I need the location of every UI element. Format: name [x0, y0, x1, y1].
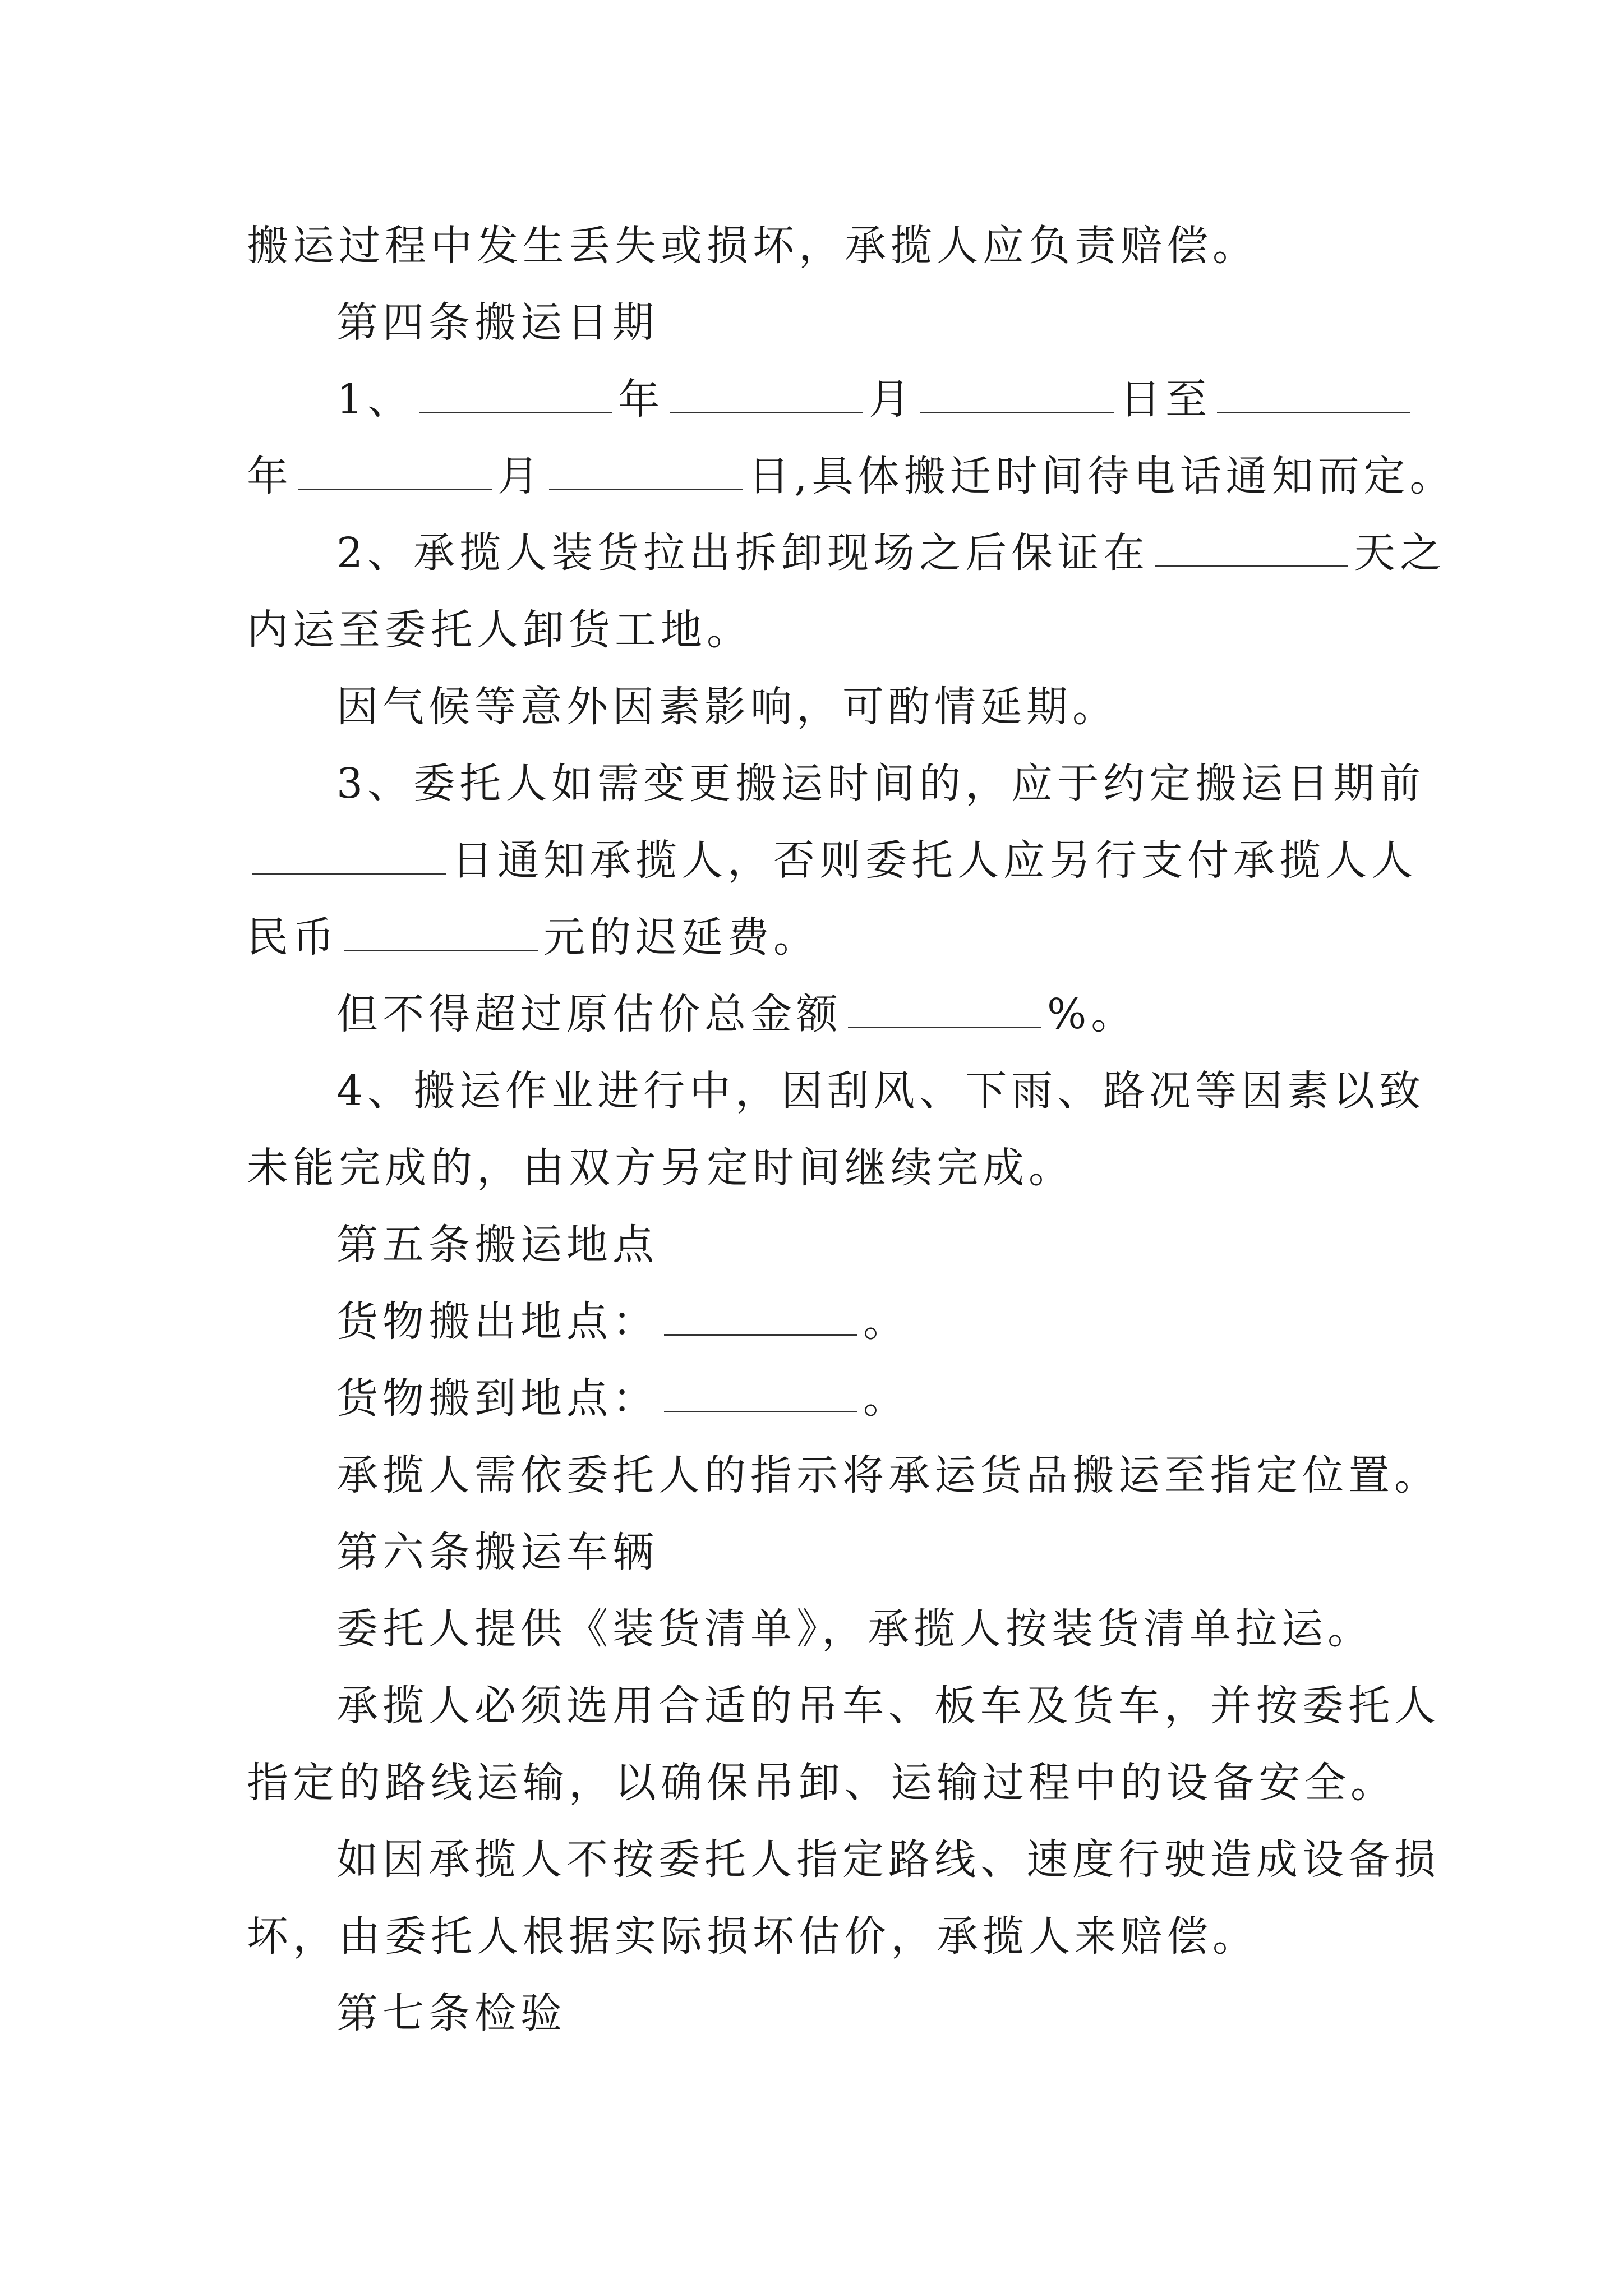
text-line	[247, 361, 1413, 438]
text-line: 第六条搬运车辆	[336, 1528, 658, 1576]
text-line: 搬运过程中发生丢失或损坏，承揽人应负责赔偿。	[247, 222, 1258, 270]
text-segment: 货物搬到地点：	[336, 1374, 658, 1423]
text-segment: 货物搬出地点：	[336, 1297, 658, 1346]
text-line: 委托人提供《装货清单》，承揽人按装货清单拉运。	[336, 1605, 1373, 1653]
text-segment: 年	[247, 452, 293, 500]
text-line: 内运至委托人卸货工地。	[247, 606, 753, 654]
document-lines	[247, 208, 1456, 2052]
text-line	[247, 899, 1413, 976]
fill-in-blank[interactable]	[344, 916, 538, 951]
text-line: 3、委托人如需变更搬运时间的，应于约定搬运日期前	[336, 760, 1426, 808]
text-segment: 月	[497, 452, 543, 500]
text-line: 因气候等意外因素影响，可酌情延期。	[336, 683, 1118, 731]
document-body	[247, 208, 1456, 2052]
text-line	[247, 515, 1446, 592]
text-line: 未能完成的，由双方另定时间继续完成。	[247, 1144, 1075, 1192]
text-line	[247, 1283, 1413, 1360]
text-line: 坏，由委托人根据实际损坏估价，承揽人来赔偿。	[247, 1912, 1258, 1961]
fill-in-blank[interactable]	[252, 839, 446, 875]
text-segment: 年	[618, 375, 665, 424]
text-segment: 。	[863, 1297, 909, 1346]
text-line: 第五条搬运地点	[336, 1221, 658, 1269]
text-segment: 1、	[336, 375, 414, 424]
text-segment: 但不得超过原估价总金额	[336, 990, 842, 1038]
fill-in-blank[interactable]	[419, 378, 612, 413]
text-line: 4、搬运作业进行中，因刮风、下雨、路况等因素以致	[336, 1067, 1426, 1115]
text-segment: 。	[863, 1374, 909, 1423]
text-line: 承揽人必须选用合适的吊车、板车及货车，并按委托人	[336, 1682, 1440, 1730]
fill-in-blank[interactable]	[664, 1300, 857, 1336]
fill-in-blank[interactable]	[1217, 378, 1410, 413]
text-segment: 2、承揽人装货拉出拆卸现场之后保证在	[336, 529, 1150, 577]
text-line: 指定的路线运输，以确保吊卸、运输过程中的设备安全。	[247, 1759, 1396, 1807]
text-line	[247, 438, 1456, 515]
text-line: 如因承揽人不按委托人指定路线、速度行驶造成设备损	[336, 1835, 1440, 1884]
text-line: 承揽人需依委托人的指示将承运货品搬运至指定位置。	[336, 1451, 1440, 1499]
fill-in-blank[interactable]	[549, 455, 743, 490]
text-line	[247, 822, 1417, 899]
text-segment: 元的迟延费。	[543, 913, 819, 961]
text-line: 第七条检验	[336, 1989, 566, 2037]
fill-in-blank[interactable]	[1155, 532, 1348, 567]
text-segment: 月	[869, 375, 915, 424]
text-segment: 天之	[1354, 529, 1446, 577]
fill-in-blank[interactable]	[298, 455, 492, 490]
text-segment: 日,具体搬迁时间待电话通知而定。	[748, 452, 1456, 500]
fill-in-blank[interactable]	[920, 378, 1114, 413]
text-segment: 日至	[1119, 375, 1212, 424]
fill-in-blank[interactable]	[664, 1377, 857, 1412]
fill-in-blank[interactable]	[670, 378, 863, 413]
text-segment: 民币	[247, 913, 339, 961]
text-line	[247, 976, 1413, 1053]
text-line: 第四条搬运日期	[336, 298, 658, 347]
text-segment: 日通知承揽人，否则委托人应另行支付承揽人人	[451, 836, 1417, 885]
text-line	[247, 1360, 1413, 1437]
text-segment: %。	[1047, 990, 1137, 1038]
fill-in-blank[interactable]	[848, 993, 1041, 1028]
